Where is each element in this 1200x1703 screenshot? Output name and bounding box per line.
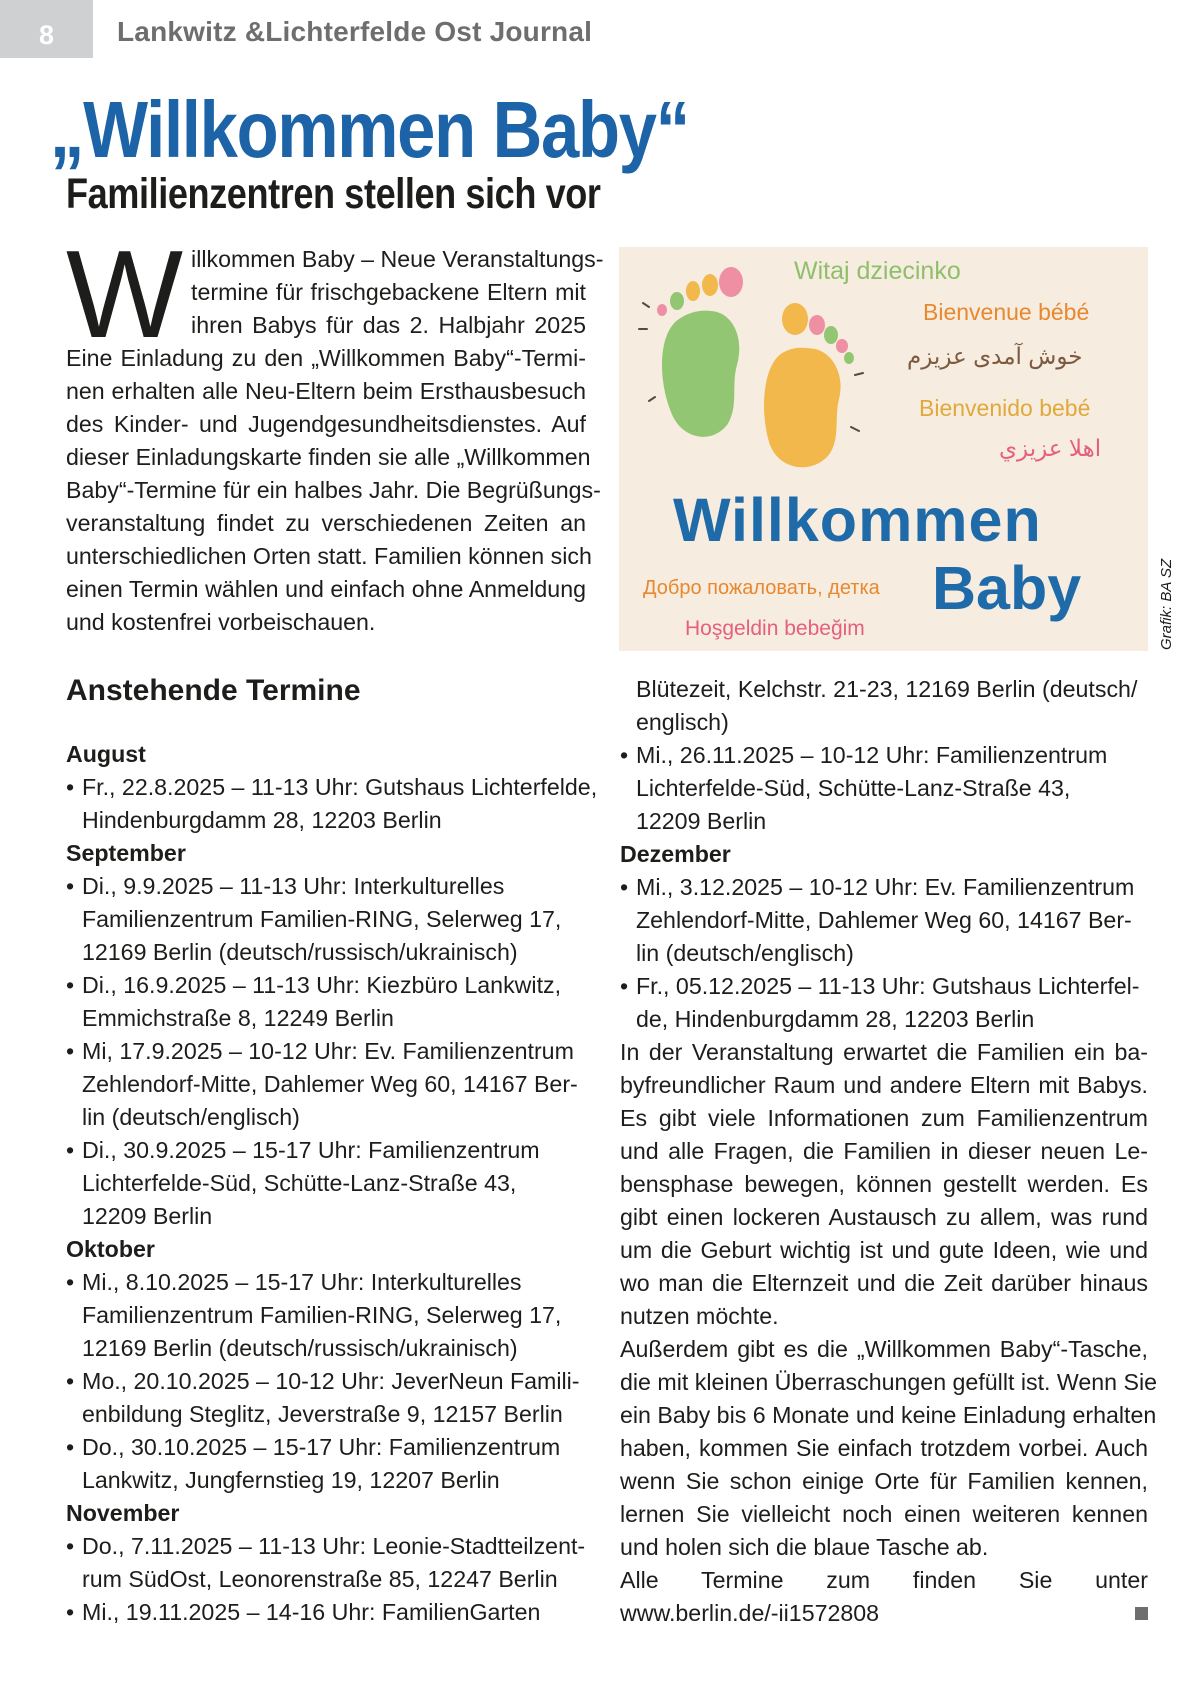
yellow-toe-icon: [782, 303, 808, 335]
greeting-arabic: اهلا عزيزي: [999, 435, 1102, 461]
bullet-icon: •: [66, 1533, 75, 1559]
greeting-turkish: Hoşgeldin bebeğim: [685, 617, 865, 640]
month-heading: September: [66, 840, 186, 866]
text-line: lin (deutsch/englisch): [82, 1104, 300, 1130]
text-line: gibt einen lockeren Austausch zu allem, was rund: [620, 1204, 1148, 1230]
welcome-baby-graphic: [619, 247, 1148, 651]
text-line: wenn Sie schon einige Orte für Familien kennen,: [620, 1468, 1148, 1494]
bullet-icon: •: [66, 774, 75, 800]
text-line: und alle Fragen, die Familien in dieser neuen Le-: [620, 1138, 1148, 1164]
bullet-icon: •: [66, 1599, 75, 1625]
intro-paragraph: [66, 226, 604, 639]
text-line: Blütezeit, Kelchstr. 21-23, 12169 Berlin (deutsch/: [636, 676, 1138, 702]
text-line: Lichterfelde-Süd, Schütte-Lanz-Straße 43,: [636, 775, 1071, 801]
text-line: In der Veranstaltung erwartet die Familien ein ba-: [620, 1039, 1148, 1065]
yellow-foot-icon: [764, 348, 841, 468]
bullet-icon: •: [66, 1137, 75, 1163]
text-line: Fr., 05.12.2025 – 11-13 Uhr: Gutshaus Lichterfel-: [636, 973, 1140, 999]
green-toe-icon: [670, 292, 684, 310]
text-line: Außerdem gibt es die „Willkommen Baby“-Tasche,: [620, 1336, 1148, 1362]
text-line: englisch): [636, 709, 729, 735]
greeting-spanish: Bienvenido bebé: [919, 395, 1091, 421]
appointment-item: [620, 871, 1148, 970]
green-foot-icon: [662, 311, 739, 437]
bullet-icon: •: [66, 1269, 75, 1295]
text-line: ihren Babys für das 2. Halbjahr 2025: [191, 312, 586, 338]
text-line: um die Geburt wichtig ist und gute Ideen, wie und: [620, 1237, 1148, 1263]
text-line: Hindenburgdamm 28, 12203 Berlin: [82, 807, 442, 833]
text-line: rum SüdOst, Leonorenstraße 85, 12247 Berlin: [82, 1566, 558, 1592]
text-line: lernen Sie vielleicht noch einen weiteren kennen: [620, 1501, 1148, 1527]
text-line: illkommen Baby – Neue Veranstaltungs-: [191, 246, 604, 272]
appointment-item: [66, 1431, 596, 1497]
text-line: und kostenfrei vorbeischauen.: [66, 609, 376, 635]
text-line: de, Hindenburgdamm 28, 12203 Berlin: [636, 1006, 1035, 1032]
text-line: Mi., 19.11.2025 – 14-16 Uhr: FamilienGarten: [82, 1599, 541, 1625]
text-line: byfreundlicher Raum und andere Eltern mit Babys.: [620, 1072, 1148, 1098]
text-line: dieser Einladungskarte finden sie alle „Willkommen: [66, 444, 591, 470]
text-line: Es gibt viele Informationen zum Familienzentrum: [620, 1105, 1148, 1131]
appointment-item: [620, 673, 1148, 739]
pink-toe-icon: [657, 304, 667, 316]
graphic-title-baby: Baby: [932, 554, 1082, 622]
text-line: Lichterfelde-Süd, Schütte-Lanz-Straße 43,: [82, 1170, 517, 1196]
appointment-item: [66, 1266, 596, 1365]
appointment-item: [66, 1134, 596, 1233]
text-line: Di., 30.9.2025 – 15-17 Uhr: Familienzentrum: [82, 1137, 540, 1163]
text-line: veranstaltung findet zu verschiedenen Zeiten an: [66, 510, 586, 536]
bullet-icon: •: [66, 1434, 75, 1460]
appointment-item: [620, 970, 1148, 1036]
text-line: Di., 16.9.2025 – 11-13 Uhr: Kiezbüro Lankwitz,: [82, 972, 562, 998]
month-heading: Oktober: [66, 1236, 155, 1262]
appointment-item: [620, 739, 1148, 838]
appointment-item: [66, 1365, 596, 1431]
greeting-french: Bienvenue bébé: [923, 299, 1090, 325]
pink-toe-icon: [809, 315, 825, 335]
end-of-article-icon: [1135, 1607, 1148, 1620]
page-number: 8: [0, 0, 93, 58]
pink-toe-icon: [836, 339, 848, 353]
text-line: Do., 30.10.2025 – 15-17 Uhr: Familienzentrum: [82, 1434, 561, 1460]
journal-title: Lankwitz &Lichterfelde Ost Journal: [117, 16, 593, 47]
bullet-icon: •: [620, 742, 629, 768]
body-paragraph: [620, 1333, 1158, 1564]
bullet-icon: •: [66, 1038, 75, 1064]
page-header: [0, 0, 1200, 58]
article-subtitle: Familienzentren stellen sich vor: [66, 170, 601, 218]
section-heading: Anstehende Termine: [66, 674, 361, 707]
text-line: www.berlin.de/-ii1572808: [620, 1600, 880, 1626]
text-line: des Kinder- und Jugendgesundheitsdienstes. Auf: [66, 411, 586, 437]
text-line: termine für frischgebackene Eltern mit: [191, 279, 586, 305]
graphic-title-willkommen: Willkommen: [673, 486, 1042, 554]
text-line: lin (deutsch/englisch): [636, 940, 854, 966]
text-line: unterschiedlichen Orten statt. Familien können sich: [66, 543, 592, 569]
text-line: nutzen möchte.: [620, 1303, 779, 1329]
body-paragraph: [620, 1036, 1148, 1333]
text-line: einen Termin wählen und einfach ohne Anmeldung: [66, 576, 586, 602]
text-line: Di., 9.9.2025 – 11-13 Uhr: Interkulturelles: [82, 873, 505, 899]
text-line: Mi., 3.12.2025 – 10-12 Uhr: Ev. Familienzentrum: [636, 874, 1135, 900]
text-line: Do., 7.11.2025 – 11-13 Uhr: Leonie-Stadtteilzent-: [82, 1533, 586, 1559]
intro-body: [66, 342, 601, 639]
dates-column-left: [66, 738, 596, 1629]
text-line: bensphase bewegen, können gestellt werden. Es: [620, 1171, 1148, 1197]
article-title: „Willkommen Baby“: [50, 85, 689, 174]
month-heading: August: [66, 741, 146, 767]
bullet-icon: •: [620, 973, 629, 999]
text-line: 12209 Berlin: [82, 1203, 213, 1229]
text-line: die mit kleinen Überraschungen gefüllt ist. Wenn Sie: [620, 1369, 1158, 1395]
greeting-polish: Witaj dziecinko: [794, 257, 961, 285]
greeting-russian: Добро пожаловать, детка: [643, 577, 880, 599]
text-line: enbildung Steglitz, Jeverstraße 9, 12157 Berlin: [82, 1401, 563, 1427]
bullet-icon: •: [66, 873, 75, 899]
yellow-toe-icon: [702, 274, 718, 296]
graphic-credit: Grafik: BA SZ: [1158, 558, 1175, 650]
dropcap: W: [66, 226, 184, 364]
appointment-item: [66, 771, 596, 837]
text-line: nen erhalten alle Neu-Eltern beim Ersthausbesuch: [66, 378, 586, 404]
appointment-item: [66, 870, 596, 969]
bullet-icon: •: [66, 1368, 75, 1394]
appointment-item: [66, 1530, 596, 1596]
text-line: 12169 Berlin (deutsch/russisch/ukrainisch): [82, 1335, 518, 1361]
yellow-toe-icon: [686, 281, 700, 301]
green-toe-icon: [824, 326, 838, 344]
text-line: Alle Termine zum finden Sie unter: [620, 1567, 1148, 1593]
bullet-icon: •: [620, 874, 629, 900]
appointment-item: [66, 1596, 596, 1629]
text-line: Eine Einladung zu den „Willkommen Baby“-Termi-: [66, 345, 586, 371]
text-line: Zehlendorf-Mitte, Dahlemer Weg 60, 14167 Ber-: [82, 1071, 578, 1097]
bullet-icon: •: [66, 972, 75, 998]
text-line: und holen sich die blaue Tasche ab.: [620, 1534, 989, 1560]
text-line: Mi., 8.10.2025 – 15-17 Uhr: Interkulturelles: [82, 1269, 522, 1295]
text-line: Emmichstraße 8, 12249 Berlin: [82, 1005, 394, 1031]
text-line: Lankwitz, Jungfernstieg 19, 12207 Berlin: [82, 1467, 500, 1493]
greeting-persian: خوش آمدی عزیزم: [907, 343, 1083, 369]
month-heading: November: [66, 1500, 180, 1526]
text-line: Mo., 20.10.2025 – 10-12 Uhr: JeverNeun Famili-: [82, 1368, 580, 1394]
appointment-item: [66, 969, 596, 1035]
text-line: Fr., 22.8.2025 – 11-13 Uhr: Gutshaus Lichterfelde,: [82, 774, 598, 800]
text-line: ein Baby bis 6 Monate und keine Einladung erhalten: [620, 1402, 1157, 1428]
text-line: Familienzentrum Familien-RING, Selerweg 17,: [82, 906, 562, 932]
pink-toe-icon: [719, 267, 743, 297]
appointment-item: [66, 1035, 596, 1134]
body-paragraph: [620, 1564, 1148, 1630]
text-line: 12169 Berlin (deutsch/russisch/ukrainisch): [82, 939, 518, 965]
green-toe-icon: [844, 352, 854, 364]
text-line: haben, kommen Sie einfach trotzdem vorbei. Auch: [620, 1435, 1148, 1461]
text-line: 12209 Berlin: [636, 808, 767, 834]
month-heading: Dezember: [620, 841, 731, 867]
text-line: Familienzentrum Familien-RING, Selerweg 17,: [82, 1302, 562, 1328]
text-line: Mi., 26.11.2025 – 10-12 Uhr: Familienzentrum: [636, 742, 1108, 768]
text-line: Zehlendorf-Mitte, Dahlemer Weg 60, 14167 Ber-: [636, 907, 1132, 933]
text-line: Mi, 17.9.2025 – 10-12 Uhr: Ev. Familienzentrum: [82, 1038, 574, 1064]
text-line: Baby“-Termine für ein halbes Jahr. Die Begrüßungs-: [66, 477, 601, 503]
dates-column-right: [620, 673, 1158, 1630]
text-line: wo man die Elternzeit und die Zeit darüber hinaus: [620, 1270, 1148, 1296]
